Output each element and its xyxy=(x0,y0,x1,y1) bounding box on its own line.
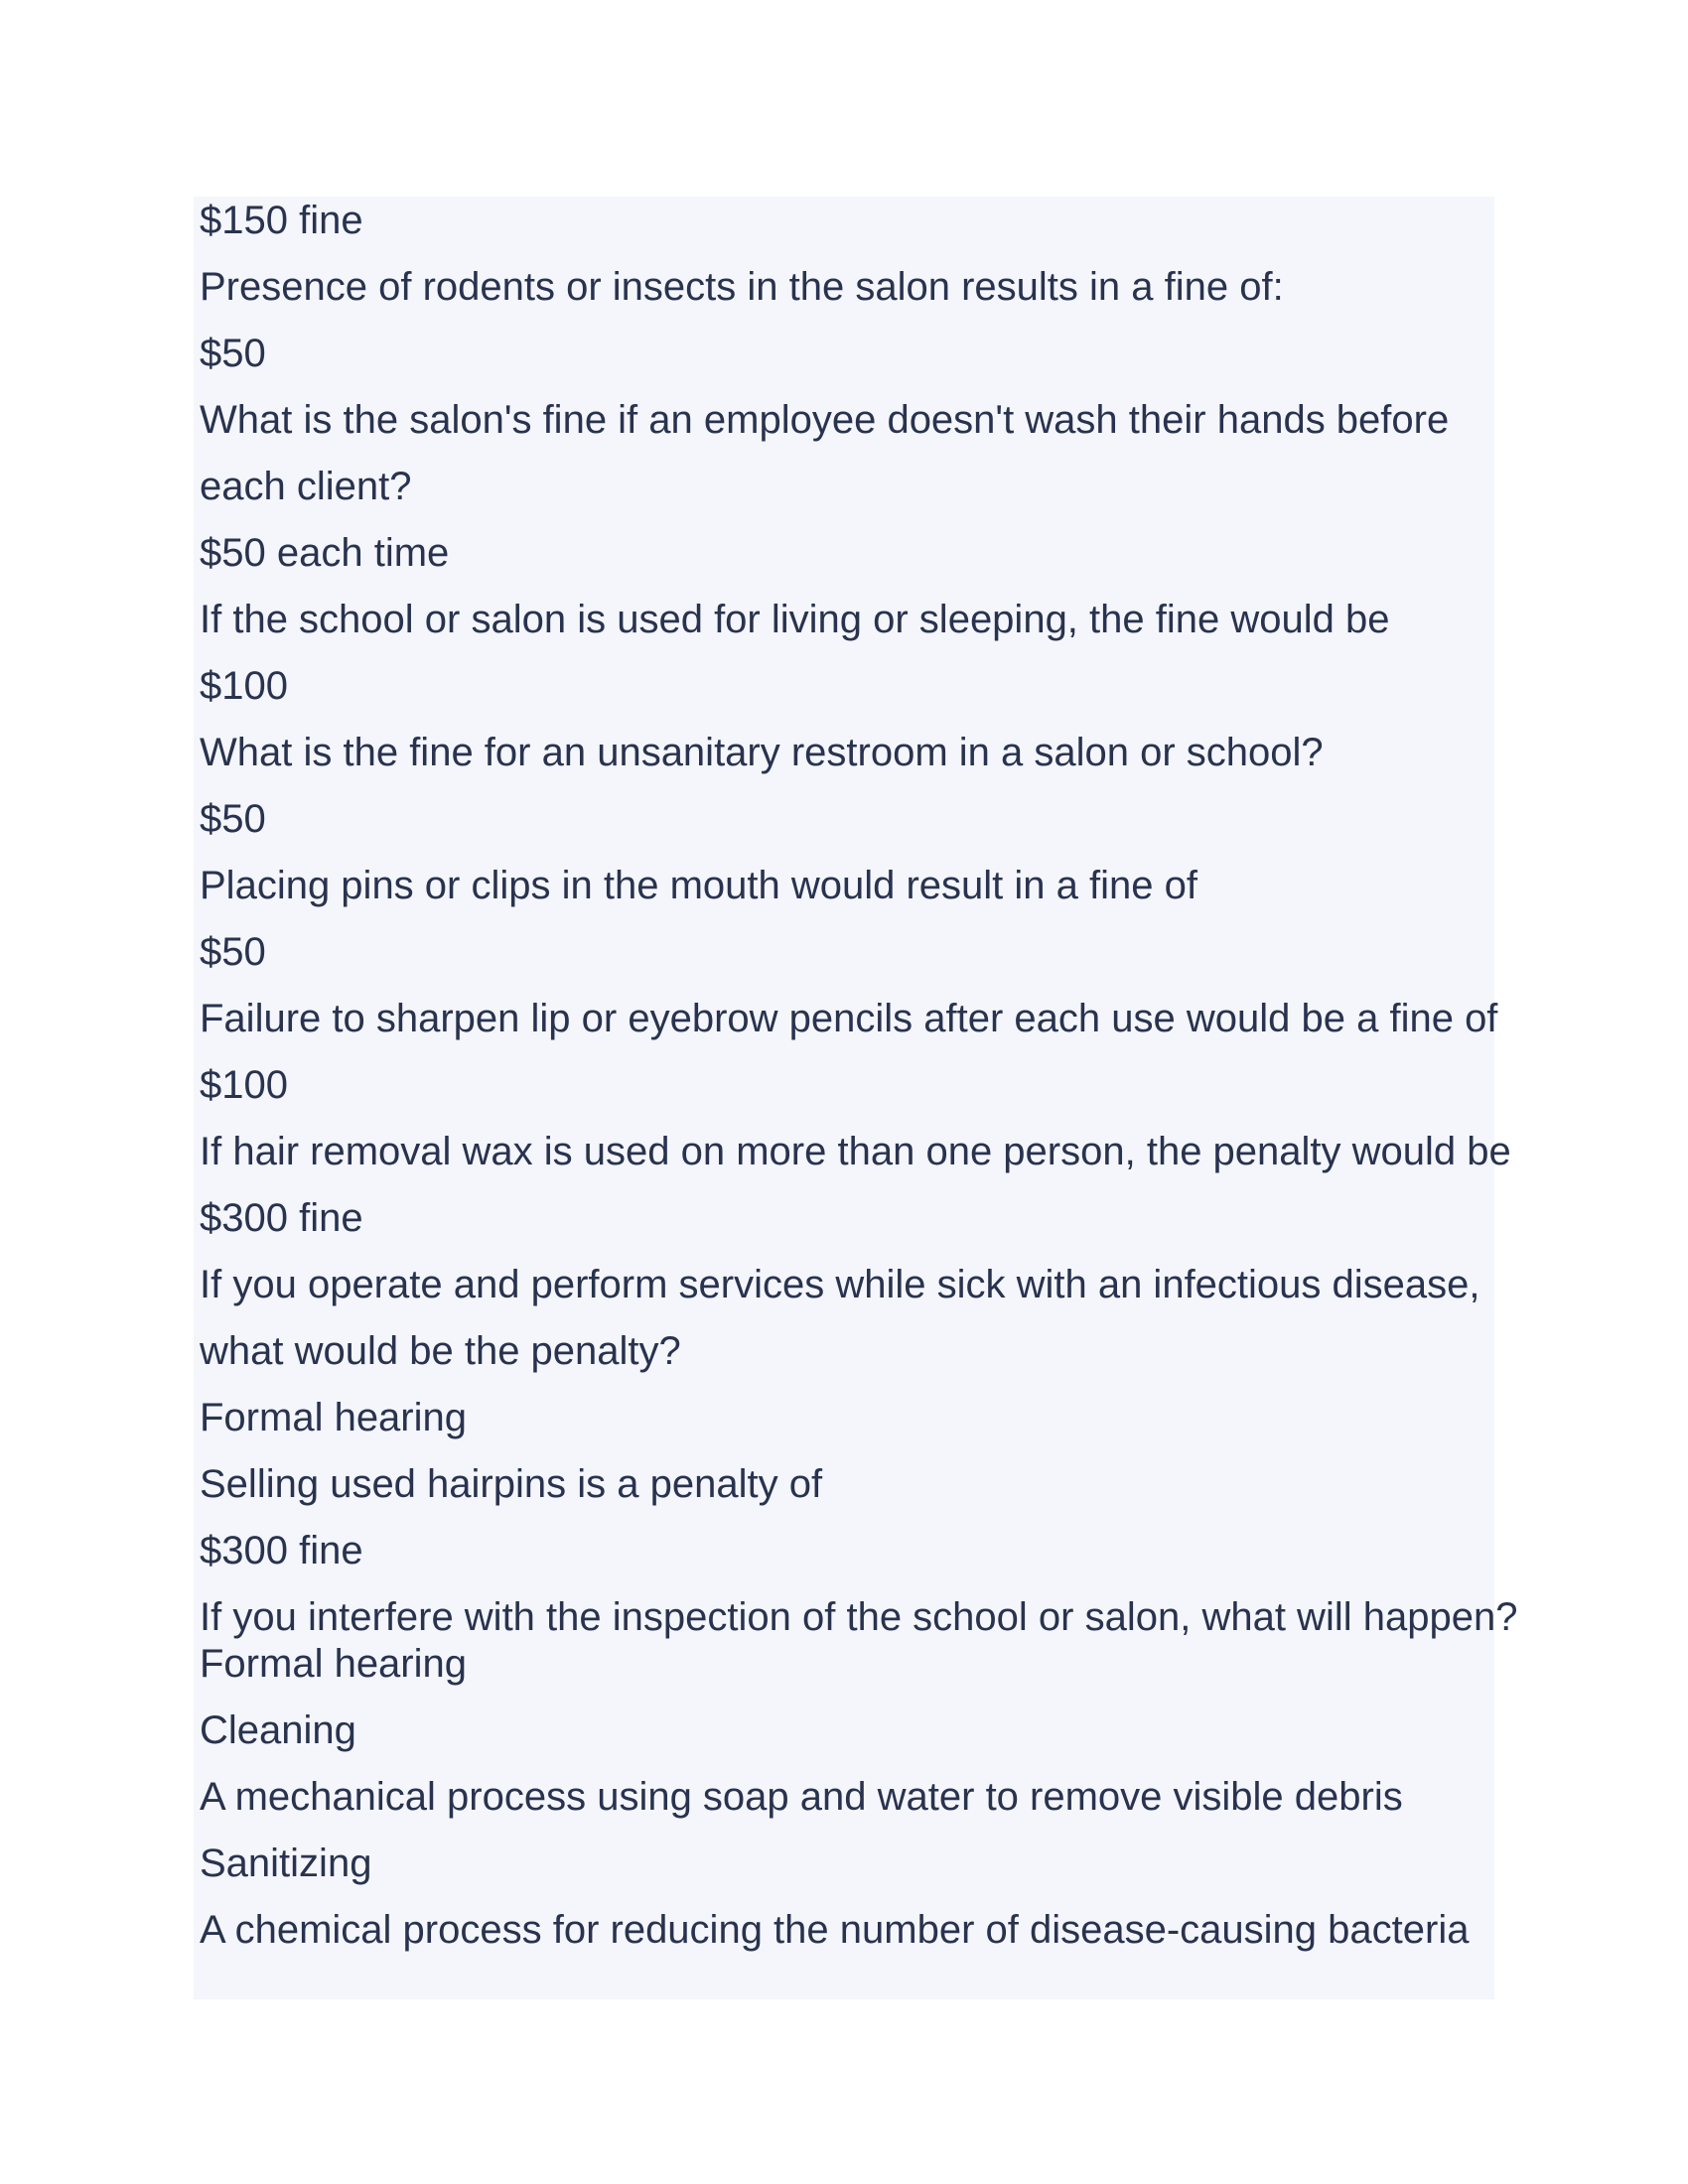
text-line-handwash-question-cont: each client? xyxy=(200,465,412,508)
text-line-hairpins-question: Selling used hairpins is a penalty of xyxy=(200,1462,823,1506)
text-line-handwash-question: What is the salon's fine if an employee doesn't wash their hands before xyxy=(200,398,1450,442)
text-line-answer-50-each-time: $50 each time xyxy=(200,531,450,575)
text-line-answer-50: $50 xyxy=(200,930,266,974)
text-line-rodents-question: Presence of rodents or insects in the salon results in a fine of: xyxy=(200,265,1284,309)
text-line-fine-150: $150 fine xyxy=(200,199,363,242)
text-line-pins-question: Placing pins or clips in the mouth would result in a fine of xyxy=(200,864,1197,907)
text-line-answer-300-fine: $300 fine xyxy=(200,1196,363,1240)
text-line-living-question: If the school or salon is used for living or sleeping, the fine would be xyxy=(200,598,1390,641)
text-line-answer-formal-hearing: Formal hearing xyxy=(200,1642,468,1686)
text-line-inspection-question: If you interfere with the inspection of the school or salon, what will happen? xyxy=(200,1595,1518,1639)
text-line-answer-50: $50 xyxy=(200,797,266,841)
text-line-answer-50: $50 xyxy=(200,332,266,375)
text-line-pencils-question: Failure to sharpen lip or eyebrow pencils after each use would be a fine of xyxy=(200,997,1498,1040)
text-line-restroom-question: What is the fine for an unsanitary restroom in a salon or school? xyxy=(200,731,1324,774)
text-line-term-cleaning: Cleaning xyxy=(200,1708,356,1752)
text-line-cleaning-definition: A mechanical process using soap and water to remove visible debris xyxy=(200,1775,1403,1819)
text-line-sick-question-cont: what would be the penalty? xyxy=(200,1329,681,1373)
text-line-sick-question: If you operate and perform services while sick with an infectious disease, xyxy=(200,1263,1480,1306)
document-text-block xyxy=(194,197,1518,1999)
text-line-term-sanitizing: Sanitizing xyxy=(200,1842,372,1885)
text-line-answer-300-fine: $300 fine xyxy=(200,1529,363,1572)
text-line-answer-100: $100 xyxy=(200,1063,288,1107)
text-line-answer-100: $100 xyxy=(200,664,288,708)
text-line-answer-formal-hearing: Formal hearing xyxy=(200,1396,468,1439)
text-line-sanitizing-definition: A chemical process for reducing the number of disease-causing bacteria xyxy=(200,1908,1470,1952)
text-line-wax-question: If hair removal wax is used on more than one person, the penalty would be xyxy=(200,1130,1511,1173)
